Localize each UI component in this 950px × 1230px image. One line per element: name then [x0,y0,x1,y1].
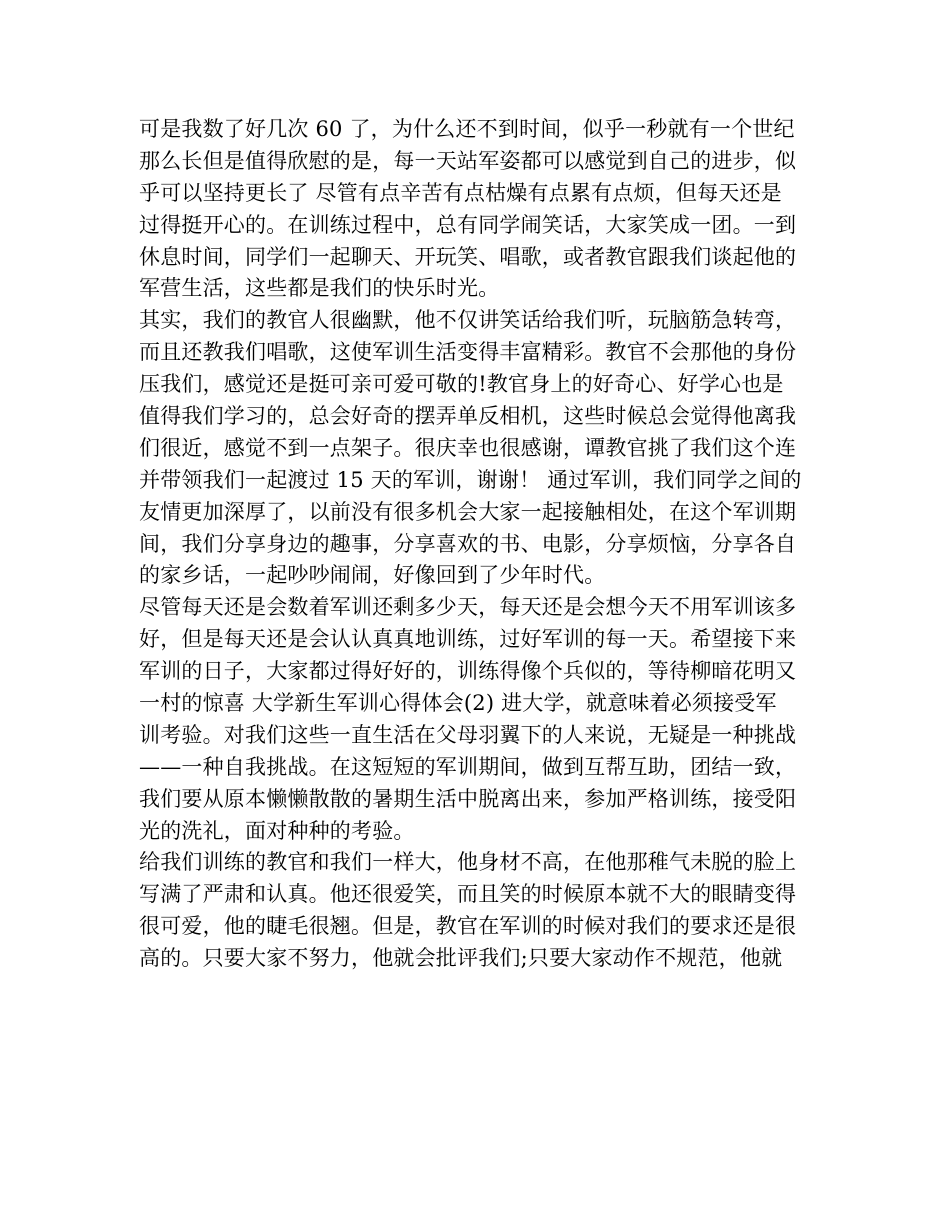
text-line: 的家乡话，一起吵吵闹闹，好像回到了少年时代。 [139,563,606,588]
text-line: 军营生活，这些都是我们的快乐时光。 [139,276,500,301]
text-line: 其实，我们的教官人很幽默，他不仅讲笑话给我们听，玩脑筋急转弯， [139,308,797,333]
body-text [139,114,819,975]
text-line: 乎可以坚持更长了 尽管有点辛苦有点枯燥有点累有点烦，但每天还是 [139,180,782,205]
text-line: 我们要从原本懒懒散散的暑期生活中脱离出来，参加严格训练，接受阳 [139,786,797,811]
text-line: 很可爱，他的睫毛很翘。但是，教官在军训的时候对我们的要求还是很 [139,914,797,939]
text-line: 友情更加深厚了，以前没有很多机会大家一起接触相处，在这个军训期 [139,499,797,524]
text-line: ——一种自我挑战。在这短短的军训期间，做到互帮互助，团结一致， [139,754,797,779]
text-line: 压我们，感觉还是挺可亲可爱可敬的!教官身上的好奇心、好学心也是 [139,372,784,397]
text-line: 军训的日子，大家都过得好好的，训练得像个兵似的，等待柳暗花明又 [139,659,797,684]
text-line: 并带领我们一起渡过 15 天的军训，谢谢！ 通过军训，我们同学之间的 [139,467,802,492]
text-line: 而且还教我们唱歌，这使军训生活变得丰富精彩。教官不会那他的身份 [139,340,797,365]
text-line: 写满了严肃和认真。他还很爱笑，而且笑的时候原本就不大的眼睛变得 [139,882,797,907]
text-line: 间，我们分享身边的趣事，分享喜欢的书、电影，分享烦恼，分享各自 [139,531,797,556]
text-line: 好，但是每天还是会认认真真地训练，过好军训的每一天。希望接下来 [139,627,797,652]
text-line: 高的。只要大家不努力，他就会批评我们;只要大家动作不规范，他就 [139,946,783,971]
text-line: 一村的惊喜 大学新生军训心得体会(2) 进大学，就意味着必须接受军 [139,691,777,716]
text-line: 尽管每天还是会数着军训还剩多少天，每天还是会想今天不用军训该多 [139,595,797,620]
text-line: 训考验。对我们这些一直生活在父母羽翼下的人来说，无疑是一种挑战 [139,722,797,747]
text-line: 们很近，感觉不到一点架子。很庆幸也很感谢，谭教官挑了我们这个连 [139,435,797,460]
text-line: 那么长但是值得欣慰的是，每一天站军姿都可以感觉到自己的进步，似 [139,148,797,173]
text-line: 光的洗礼，面对种种的考验。 [139,818,415,843]
text-line: 过得挺开心的。在训练过程中，总有同学闹笑话，大家笑成一团。一到 [139,212,797,237]
text-line: 给我们训练的教官和我们一样大，他身材不高，在他那稚气未脱的脸上 [139,850,797,875]
text-line: 休息时间，同学们一起聊天、开玩笑、唱歌，或者教官跟我们谈起他的 [139,244,797,269]
text-line: 值得我们学习的，总会好奇的摆弄单反相机，这些时候总会觉得他离我 [139,404,797,429]
text-line: 可是我数了好几次 60 了，为什么还不到时间，似乎一秒就有一个世纪 [139,117,795,141]
